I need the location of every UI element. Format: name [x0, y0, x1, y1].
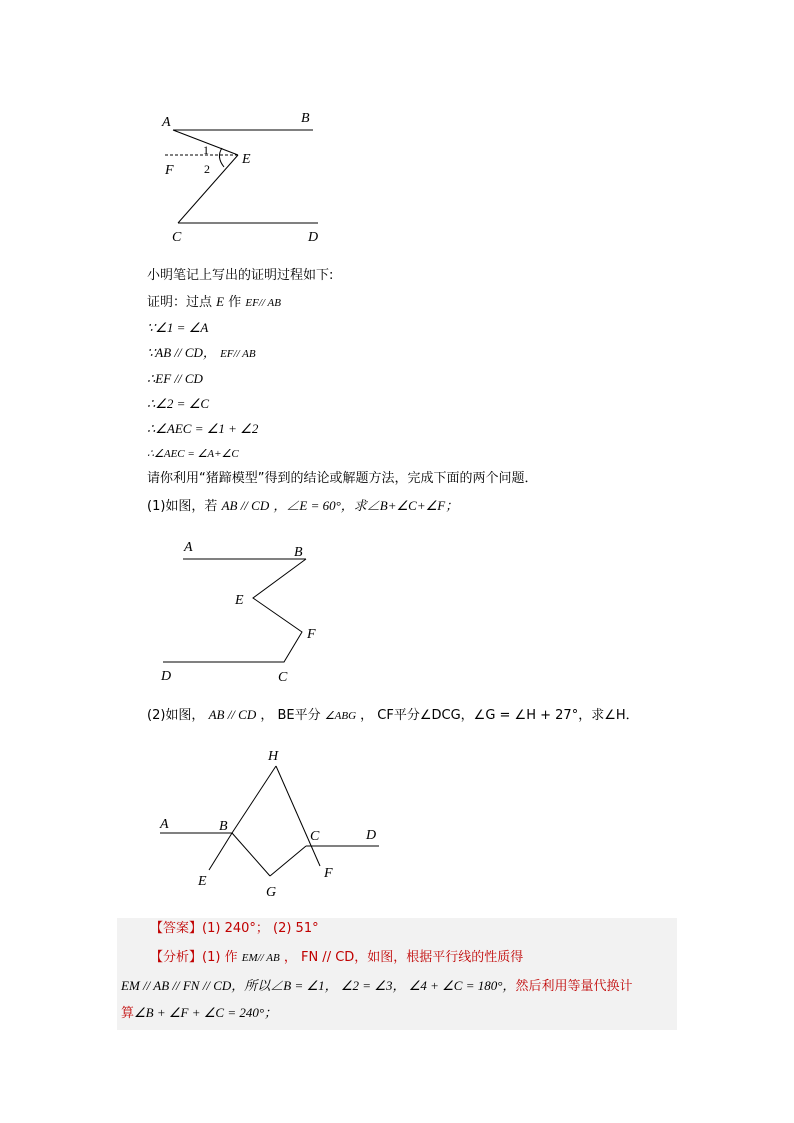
analysis-2-math: EM // AB // FN // CD，所以∠B = ∠1， ∠2 = ∠3， ∠4 + ∠C = 180°， [121, 978, 516, 993]
label-h: H [268, 749, 279, 764]
proof-3-b: EF// AB [220, 348, 256, 360]
label-a: A [162, 115, 171, 130]
angle-2-label: 2 [204, 162, 210, 176]
answer-tag: 【答案】 [150, 921, 203, 936]
label-a: A [184, 540, 193, 555]
proof-1-expr: EF// AB [245, 297, 281, 309]
segment-bh [232, 766, 276, 833]
label-d: D [308, 230, 319, 245]
proof-line-1 [147, 294, 281, 311]
analysis-1-rest: ， FN // CD，如图，根据平行线的性质得 [283, 950, 524, 965]
label-d: D [366, 828, 377, 843]
analysis-1-em: EM// AB [241, 952, 280, 964]
figure-3-diagram [150, 740, 390, 905]
figure-2-diagram [150, 530, 350, 690]
q1-parallel: AB // CD [221, 498, 270, 513]
label-f: F [307, 627, 316, 642]
proof-line-7: ∴∠AEC = ∠A+∠C [147, 448, 239, 460]
analysis-2-text: 然后利用等量代换计 [515, 979, 633, 994]
q2-be: ， BE平分 [260, 708, 321, 723]
label-f: F [165, 163, 174, 178]
label-a: A [160, 817, 169, 832]
segment-hf [276, 766, 320, 866]
proof-1-mid: 作 [228, 295, 242, 310]
question-1 [147, 498, 458, 515]
label-b: B [219, 819, 228, 834]
label-e: E [235, 593, 244, 608]
analysis-3-math: ∠B + ∠F + ∠C = 240°； [134, 1005, 278, 1020]
proof-line-2: ∵∠1 = ∠A [147, 320, 209, 335]
q1-condition: ，∠E = 60°，求∠B+∠C+∠F； [273, 498, 459, 513]
proof-1-point: E [216, 294, 225, 309]
proof-intro: 小明笔记上写出的证明过程如下: [147, 268, 334, 283]
q2-parallel: AB // CD [208, 707, 257, 722]
analysis-line-2 [121, 977, 632, 996]
label-e: E [198, 874, 207, 889]
segment-be [209, 833, 232, 870]
label-e: E [242, 152, 251, 167]
segment-bg [232, 833, 270, 876]
label-b: B [294, 545, 303, 560]
zigzag-path [163, 559, 306, 662]
question-2 [147, 707, 639, 724]
q2-cf: ， CF平分∠DCG，∠G = ∠H + 27°，求∠H． [360, 708, 639, 723]
analysis-3-text: 算 [121, 1006, 135, 1021]
analysis-tag: 【分析】 [150, 950, 203, 965]
analysis-line-1 [150, 949, 523, 967]
segment-gc [270, 846, 306, 876]
answer-text: (1) 240°； (2) 51° [202, 921, 319, 936]
proof-line-8: 请你利用“猪蹄模型”得到的结论或解题方法，完成下面的两个问题． [147, 471, 538, 486]
analysis-line-3 [121, 1004, 277, 1023]
q2-abg: ∠ABG [324, 710, 357, 722]
proof-3-a: ∵AB // CD， [147, 345, 216, 360]
proof-line-6: ∴∠AEC = ∠1 + ∠2 [147, 421, 259, 436]
q1-prefix: (1)如图，若 [147, 499, 218, 514]
proof-line-3 [147, 345, 256, 362]
label-f: F [324, 866, 333, 881]
label-c: C [278, 670, 288, 685]
label-c: C [172, 230, 182, 245]
angle-arc [219, 148, 224, 167]
answer-line [150, 920, 319, 938]
analysis-1-text: (1) 作 [202, 950, 238, 965]
proof-1-prefix: 证明：过点 [147, 295, 213, 310]
proof-line-5: ∴∠2 = ∠C [147, 396, 210, 411]
label-d: D [161, 669, 172, 684]
label-c: C [310, 829, 320, 844]
label-g: G [266, 885, 277, 900]
figure-1-diagram [140, 100, 340, 250]
angle-1-label: 1 [203, 143, 209, 157]
label-b: B [301, 111, 310, 126]
proof-line-4: ∴EF // CD [147, 371, 203, 386]
q2-prefix: (2)如图， [147, 708, 205, 723]
